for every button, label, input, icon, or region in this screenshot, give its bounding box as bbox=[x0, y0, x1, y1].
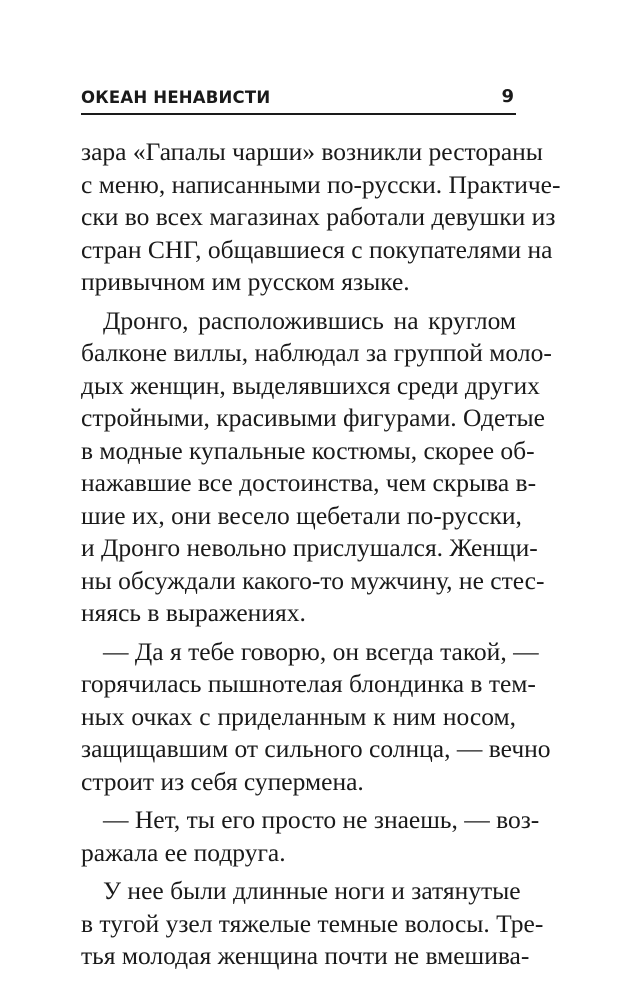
page-number: 9 bbox=[501, 86, 514, 107]
text-line: Дронго, расположившись на круглом bbox=[103, 305, 516, 335]
text-line: с меню, написанными по-русски. Практиче- bbox=[81, 169, 561, 199]
text-line: шие их, они весело щебетали по-русски, bbox=[81, 500, 522, 530]
text-line: балконе виллы, наблюдал за группой моло- bbox=[81, 338, 552, 367]
text-line: стран СНГ, общавшиеся с покупателями на bbox=[81, 234, 553, 264]
text-line: в тугой узел тяжелые темные волосы. Тре- bbox=[81, 908, 544, 938]
text-line: в модные купальные костюмы, скорее об- bbox=[81, 435, 535, 465]
paragraph bbox=[81, 305, 552, 630]
text-line: и Дронго невольно прислушался. Женщи- bbox=[81, 533, 538, 562]
text-line: — Нет, ты его просто не знаешь, — воз- bbox=[103, 805, 540, 834]
text-line: тья молодая женщина почти не вмешива- bbox=[81, 941, 530, 970]
text-line: — Да я тебе говорю, он всегда такой, — bbox=[103, 636, 539, 666]
paragraph bbox=[81, 136, 561, 299]
text-line: дых женщин, выделявшихся среди других bbox=[81, 370, 540, 400]
header-rule bbox=[81, 113, 516, 115]
text-line: няясь в выражениях. bbox=[81, 598, 306, 627]
text-line: защищавшим от сильного солнца, — вечно bbox=[81, 734, 551, 763]
text-line: нажавшие все достоинства, чем скрыва в- bbox=[81, 468, 537, 497]
paragraph bbox=[81, 636, 551, 799]
text-line: ски во всех магазинах работали девушки из bbox=[81, 202, 556, 231]
text-line: привычном им русском языке. bbox=[81, 267, 410, 296]
page-header bbox=[81, 88, 516, 114]
paragraph bbox=[81, 875, 544, 973]
text-line: ных очках с приделанным к ним носом, bbox=[81, 701, 516, 731]
text-line: У нее были длинные ноги и затянутые bbox=[103, 876, 521, 905]
text-line: ражала ее подруга. bbox=[81, 837, 286, 867]
text-line: строит из себя супермена. bbox=[81, 766, 364, 796]
text-line: стройными, красивыми фигурами. Одетые bbox=[81, 403, 545, 432]
text-line: горячилась пышнотелая блондинка в тем- bbox=[81, 669, 536, 698]
text-line: зара «Гапалы чарши» возникли рестораны bbox=[81, 137, 543, 166]
text-line: ны обсуждали какого-то мужчину, не стес- bbox=[81, 565, 545, 595]
running-title: ОКЕАН НЕНАВИСТИ bbox=[81, 88, 271, 107]
body-text bbox=[81, 136, 561, 973]
paragraph bbox=[81, 804, 540, 869]
